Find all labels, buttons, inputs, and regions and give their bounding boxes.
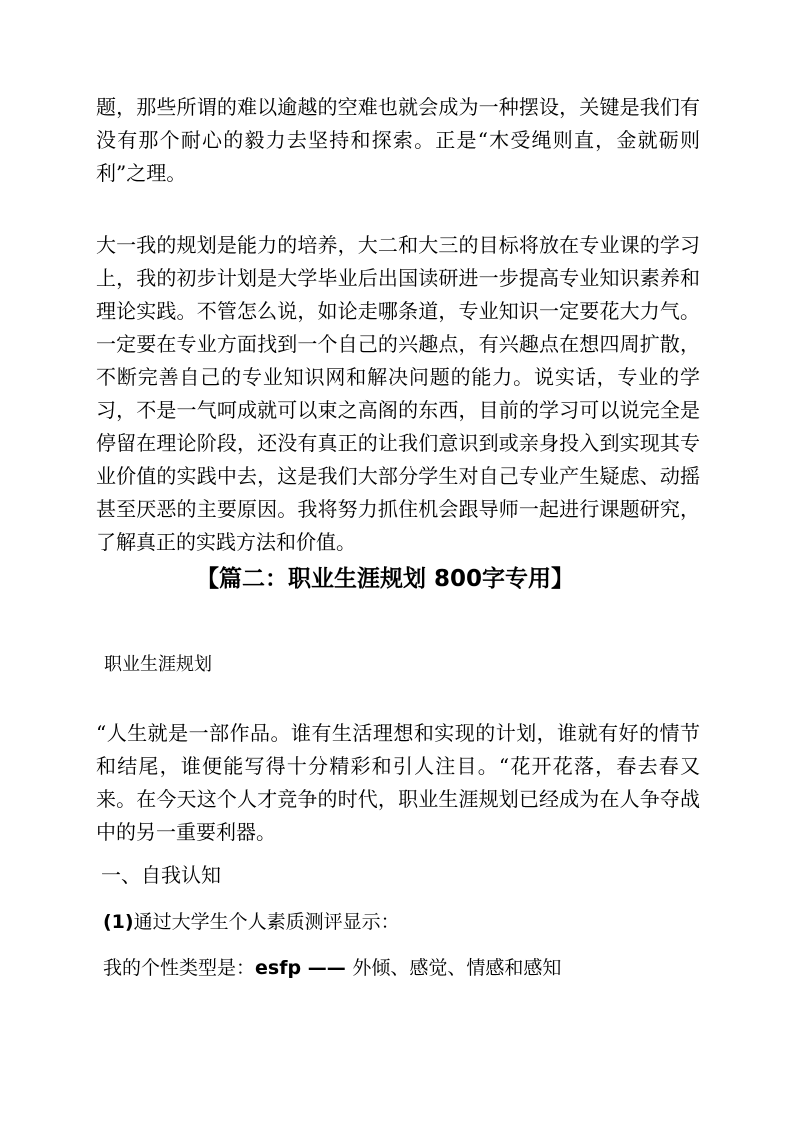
item-number: (1) bbox=[103, 911, 134, 933]
part-title: 一、自我认知 bbox=[101, 863, 221, 887]
item-text: 外倾、感觉、情感和感知 bbox=[352, 957, 562, 979]
article-title: 职业生涯规划 bbox=[104, 654, 212, 675]
list-item bbox=[103, 954, 561, 982]
item-text: 通过大学生个人素质测评显示： bbox=[133, 911, 400, 933]
personality-code: esfp bbox=[255, 957, 302, 979]
dash-separator: —— bbox=[301, 957, 353, 979]
item-text: 我的个性类型是： bbox=[103, 957, 256, 979]
body-paragraph: 题，那些所谓的难以逾越的空难也就会成为一种摆设，关键是我们有没有那个耐心的毅力去坚持和探索。正是“木受绳则直，金就砺则利”之理。 bbox=[96, 95, 700, 185]
body-paragraph: “人生就是一部作品。谁有生活理想和实现的计划，谁就有好的情节和结尾，谁便能写得十分精彩和引人注目。“花开花落，春去春又来。在今天这个人才竞争的时代，职业生涯规划已经成为在人争夺战中的另一重要利器。 bbox=[96, 721, 700, 844]
list-item bbox=[103, 908, 400, 936]
section-heading: 【篇二：职业生涯规划 800字专用】 bbox=[196, 566, 575, 592]
body-paragraph: 大一我的规划是能力的培养，大二和大三的目标将放在专业课的学习上，我的初步计划是大学毕业后出国读研进一步提高专业知识素养和理论实践。不管怎么说，如论走哪条道，专业知识一定要花大力气。一定要在专业方面找到一个自己的兴趣点，有兴趣点在想四周扩散，不断完善自己的专业知识网和解决问题的能力。说实话，专业的学习，不是一气呵成就可以束之高阁的东西，目前的学习可以说完全是停留在理论阶段，还没有真正的让我们意识到或亲身投入到实现其专业价值的实践中去，这是我们大部分学生对自己专业产生疑虑、动摇甚至厌恶的主要原因。我将努力抓住机会跟导师一起进行课题研究，了解真正的实践方法和价值。 bbox=[96, 233, 700, 554]
